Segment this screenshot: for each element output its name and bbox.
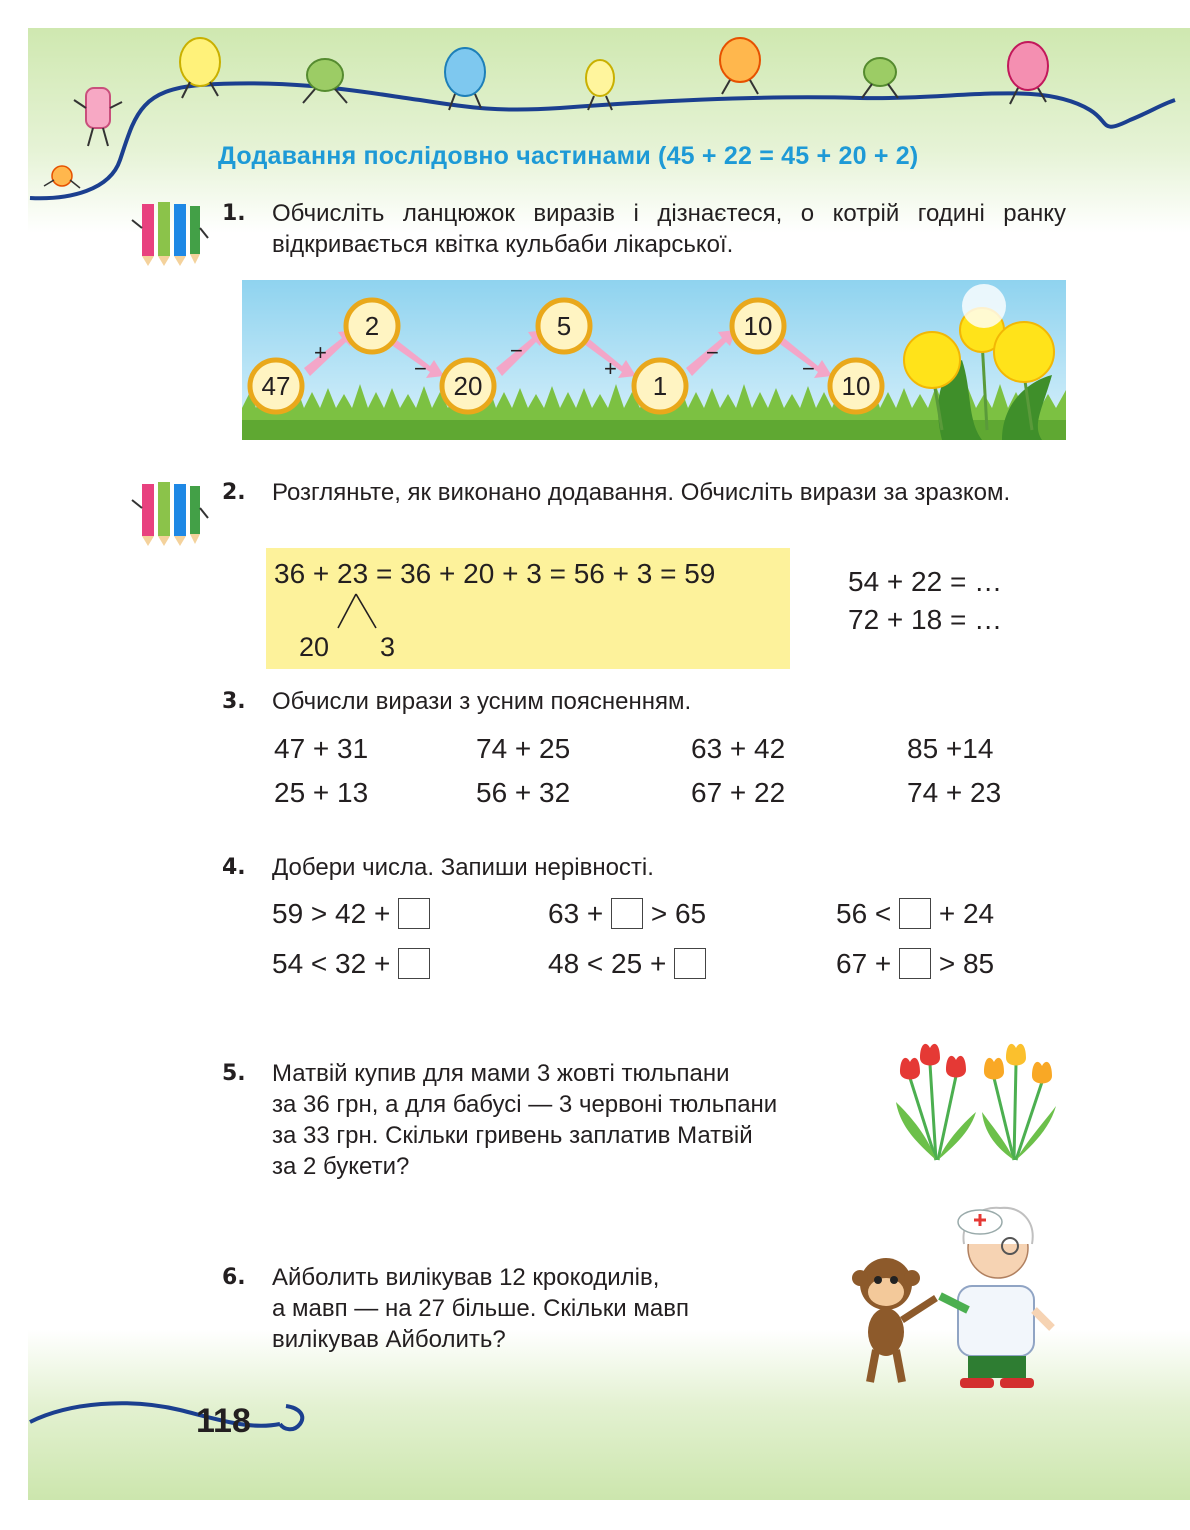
- node-6: 10: [743, 311, 773, 341]
- task-6-line: а мавп — на 27 більше. Скільки мавп: [272, 1295, 689, 1322]
- task-6-text: [272, 1262, 689, 1355]
- expression: 25 + 13: [274, 777, 369, 808]
- task-1-text: Обчисліть ланцюжок виразів і дізнаєтеся, о котрій годині ранку відкривається квітка кульбаби лікарської.: [272, 200, 1066, 258]
- inequality-left: 48 < 25 +: [548, 948, 675, 979]
- node-3: 20: [453, 371, 483, 401]
- digit-four-character: [720, 38, 760, 94]
- node-1: 47: [261, 371, 291, 401]
- inequality: [548, 898, 706, 930]
- task-2-number: 2.: [222, 480, 246, 505]
- task-6-line: вилікував Айболить?: [272, 1326, 506, 1353]
- exercise-2: 72 + 18 = …: [848, 604, 1003, 635]
- inequality-right: > 85: [931, 948, 995, 979]
- operator-4: +: [604, 356, 617, 381]
- digit-zero-character: [586, 60, 614, 110]
- split-left: 20: [299, 632, 330, 662]
- inequality: [548, 948, 706, 980]
- split-lines: [330, 592, 390, 632]
- page-number: 118: [196, 1402, 251, 1440]
- answer-box[interactable]: [899, 898, 931, 929]
- doctor-figure: [940, 1208, 1052, 1388]
- digit-one-character: [74, 88, 122, 146]
- inequality-left: 63 +: [548, 898, 612, 929]
- inequality-right: + 24: [931, 898, 995, 929]
- expression: 67 + 22: [691, 777, 786, 808]
- expression: 56 + 32: [476, 777, 571, 808]
- expression: 74 + 23: [907, 777, 1002, 808]
- pencils-pair-icon-2: [128, 478, 210, 550]
- digit-frog-character-2: [862, 58, 898, 98]
- yellow-tulips: [982, 1044, 1056, 1160]
- digit-small-character: [44, 166, 80, 188]
- page-title: Додавання послідовно частинами (45 + 22 = 45 + 20 + 2): [218, 142, 919, 170]
- task-6-number: 6.: [222, 1265, 246, 1290]
- red-tulips: [896, 1044, 976, 1160]
- task-3-text: Обчисли вирази з усним поясненням.: [272, 688, 692, 715]
- inequality-right: > 65: [643, 898, 707, 929]
- digit-two-character: [180, 38, 220, 98]
- task-1-number: 1.: [222, 201, 246, 226]
- expression: 47 + 31: [274, 733, 369, 764]
- task-6-line: Айболить вилікував 12 крокодилів,: [272, 1264, 660, 1291]
- node-7: 10: [841, 371, 871, 401]
- answer-box[interactable]: [611, 898, 643, 929]
- digit-three-character: [445, 48, 485, 110]
- pencils-pair-icon: [128, 198, 210, 270]
- task-5-line: за 2 букети?: [272, 1153, 410, 1180]
- task-5-line: Матвій купив для мами 3 жовті тюльпани: [272, 1060, 730, 1087]
- operator-3: −: [510, 338, 523, 363]
- operator-1: +: [314, 340, 327, 365]
- inequality: [272, 898, 430, 930]
- task-3-number: 3.: [222, 689, 246, 714]
- operator-5: −: [706, 340, 719, 365]
- operator-2: −: [414, 356, 427, 381]
- inequality: [272, 948, 430, 980]
- inequality-left: 59 > 42 +: [272, 898, 399, 929]
- tulips-illustration: [886, 1042, 1062, 1162]
- digit-frog-character: [303, 59, 347, 103]
- answer-box[interactable]: [398, 898, 430, 929]
- expression: 85 +14: [907, 733, 994, 764]
- sample-expression: 36 + 23 = 36 + 20 + 3 = 56 + 3 = 59: [274, 558, 716, 589]
- task-2-text: Розгляньте, як виконано додавання. Обчисліть вирази за зразком.: [272, 479, 1011, 506]
- answer-box[interactable]: [674, 948, 706, 979]
- task-5-number: 5.: [222, 1061, 246, 1086]
- inequality-left: 67 +: [836, 948, 900, 979]
- inequality: [836, 948, 994, 980]
- node-2: 2: [364, 311, 380, 341]
- task-5-line: за 36 грн, а для бабусі — 3 червоні тюльпани: [272, 1091, 778, 1118]
- expression: 74 + 25: [476, 733, 571, 764]
- task-5-line: за 33 грн. Скільки гривень заплатив Матвій: [272, 1122, 753, 1149]
- doctor-monkey-illustration: [840, 1200, 1070, 1390]
- operator-6: −: [802, 356, 815, 381]
- node-5: 1: [652, 371, 668, 401]
- inequality-left: 56 <: [836, 898, 900, 929]
- expression-chain-banner: [242, 280, 1066, 440]
- split-right: 3: [380, 632, 396, 662]
- node-4: 5: [556, 311, 572, 341]
- header-decoration: [0, 0, 1190, 230]
- answer-box[interactable]: [899, 948, 931, 979]
- inequality: [836, 898, 994, 930]
- task-4-text: Добери числа. Запиши нерівності.: [272, 854, 654, 881]
- inequality-left: 54 < 32 +: [272, 948, 399, 979]
- header-wave-line: [30, 83, 1175, 198]
- footer-wave-decoration: [0, 1380, 330, 1460]
- monkey-figure: [852, 1258, 936, 1382]
- exercise-1: 54 + 22 = …: [848, 566, 1003, 597]
- expression: 63 + 42: [691, 733, 786, 764]
- answer-box[interactable]: [398, 948, 430, 979]
- task-4-number: 4.: [222, 855, 246, 880]
- task-5-text: [272, 1058, 777, 1182]
